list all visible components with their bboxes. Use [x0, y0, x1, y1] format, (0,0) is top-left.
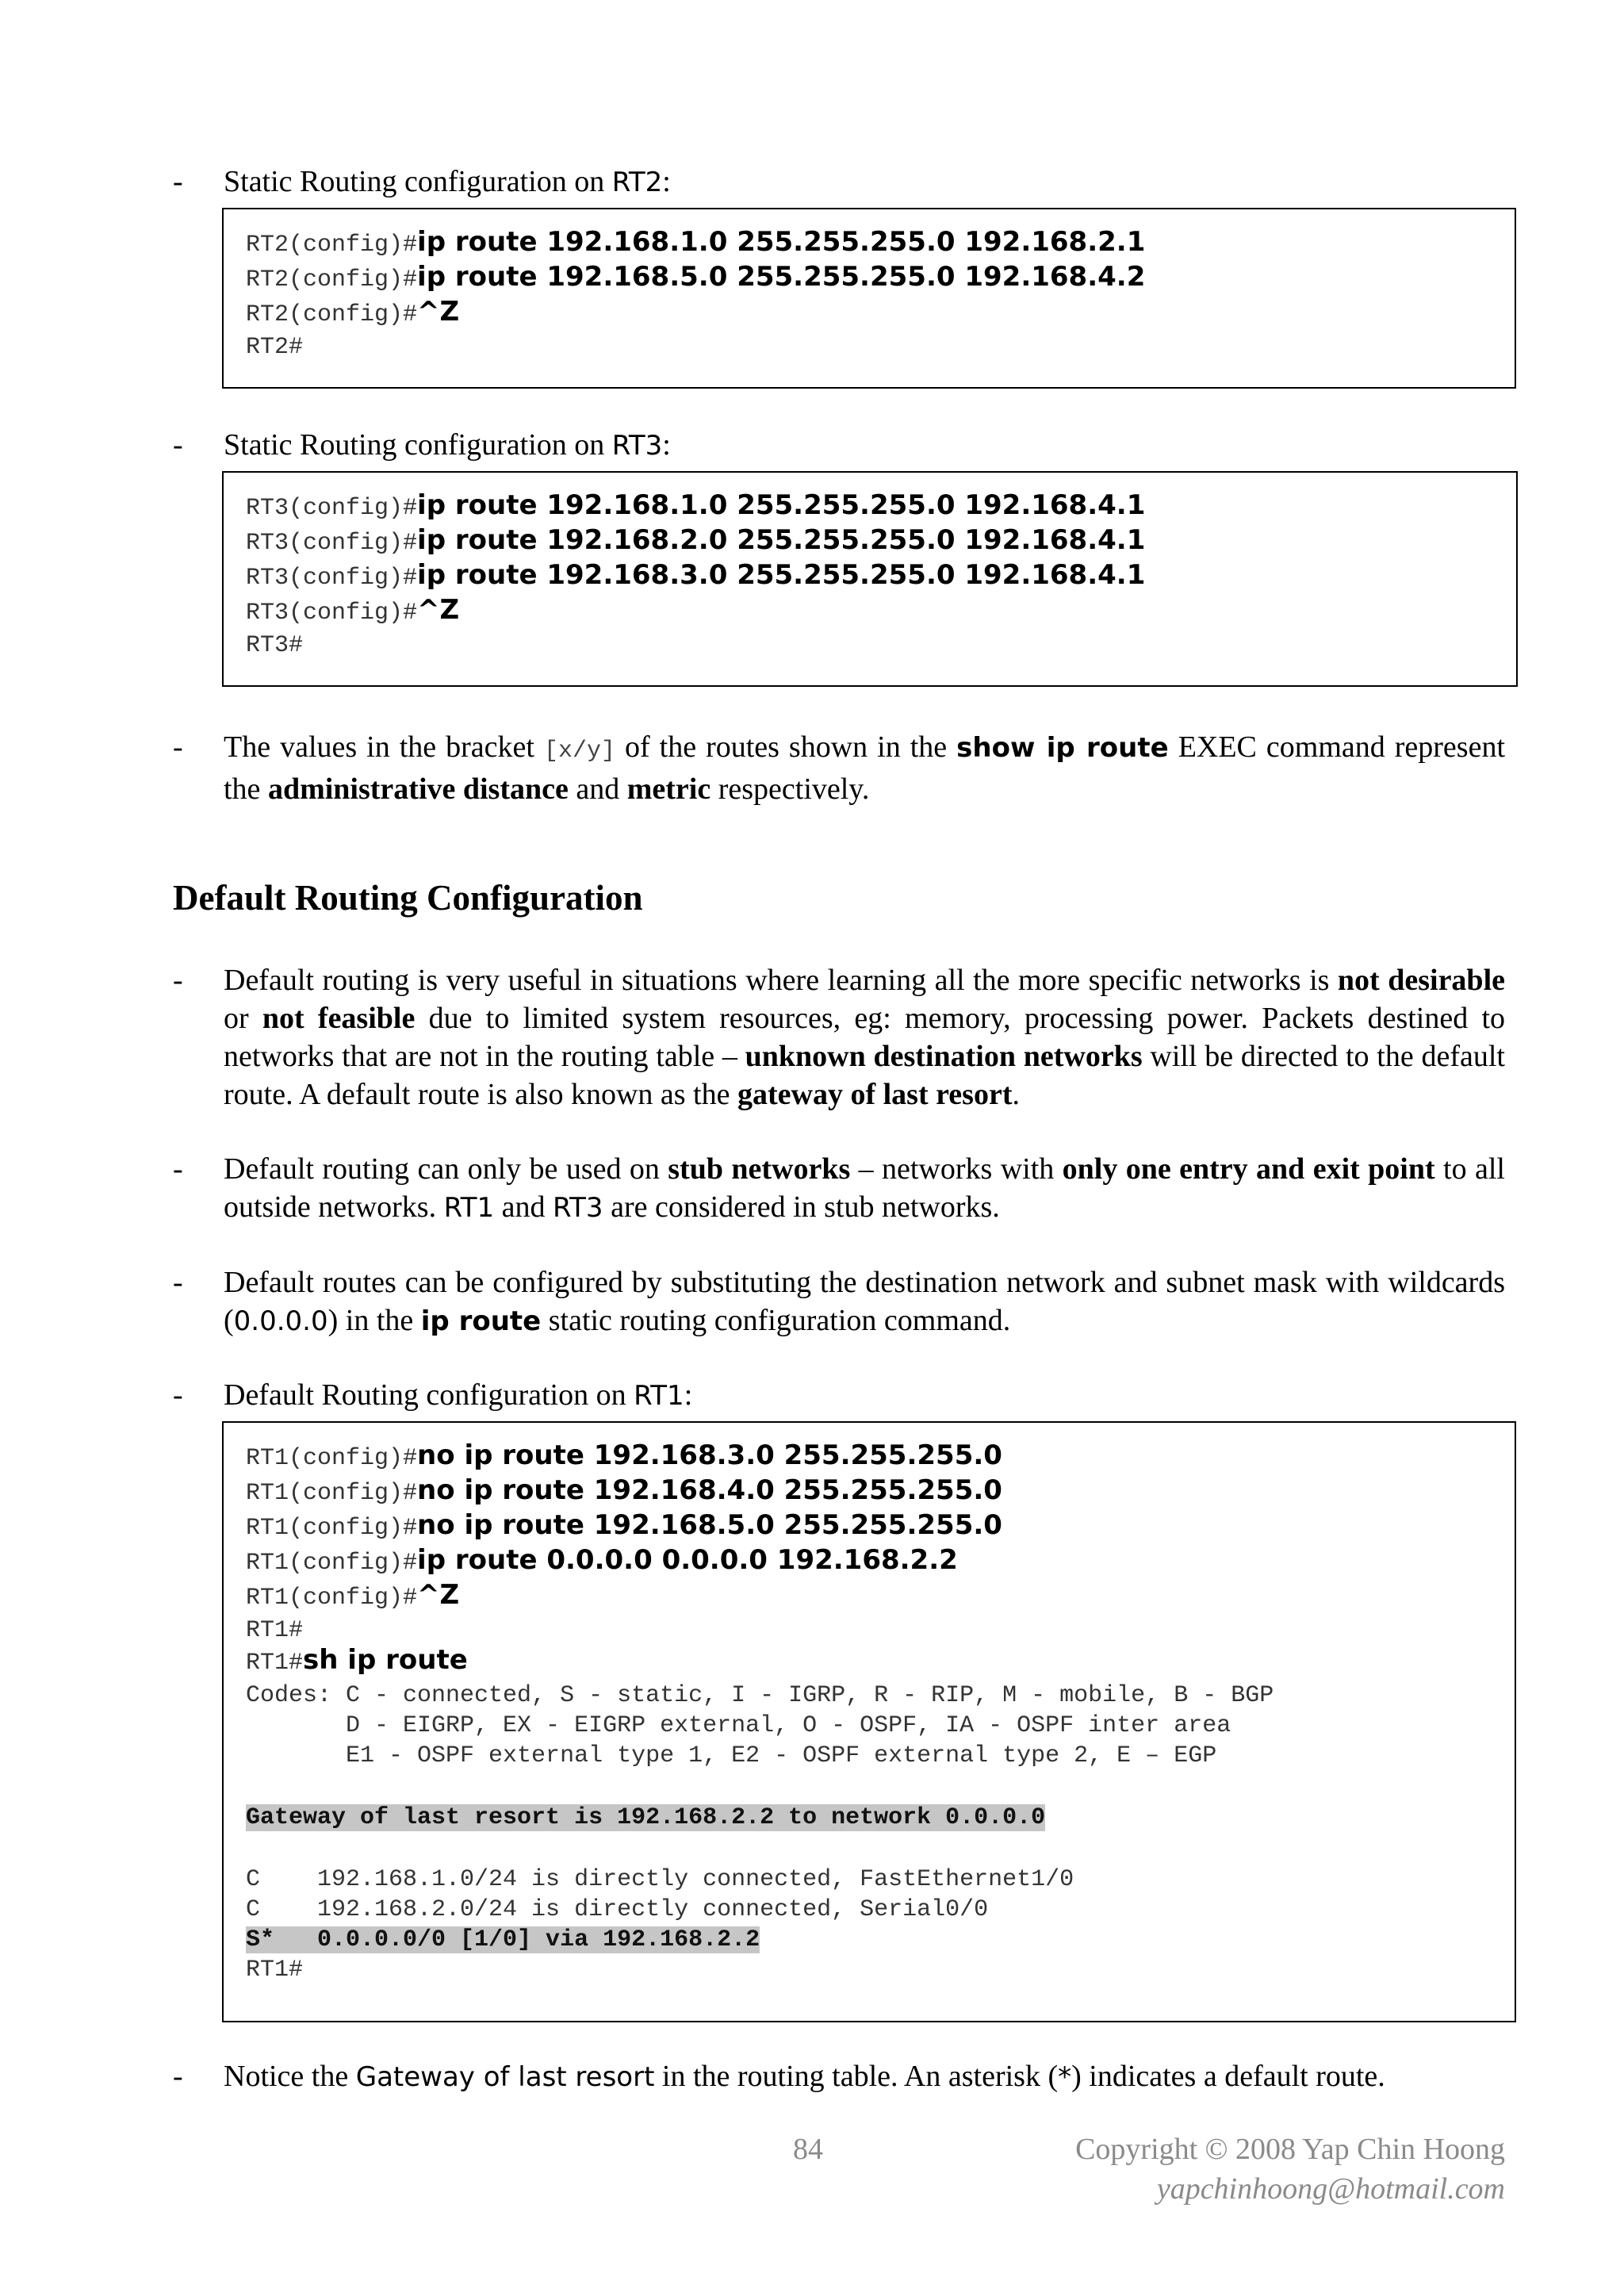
- cli-prompt: RT2(config)#: [246, 266, 418, 293]
- gateway-of-last-resort-line: Gateway of last resort is 192.168.2.2 to network 0.0.0.0: [246, 1804, 1046, 1831]
- text: The values in the bracket: [224, 730, 544, 764]
- text: ) indicates a default route.: [1071, 2060, 1385, 2093]
- route-entry: C 192.168.1.0/24 is directly connected, FastEthernet1/0: [246, 1866, 1074, 1893]
- cli-command: ip route 0.0.0.0 0.0.0.0 192.168.2.2: [417, 1544, 958, 1576]
- text: and: [494, 1190, 553, 1224]
- text: of the routes shown in the: [615, 730, 957, 764]
- cli-command: no ip route 192.168.5.0 255.255.255.0: [417, 1509, 1002, 1541]
- inline-value: 0.0.0.0: [233, 1305, 328, 1337]
- bullet-text: [224, 961, 1505, 1114]
- cli-prompt: RT1(config)#: [246, 1445, 418, 1472]
- cli-prompt: RT3#: [246, 632, 304, 659]
- bullet-dash: -: [173, 428, 183, 462]
- cli-command: sh ip route: [303, 1644, 468, 1676]
- cli-prompt: RT1(config)#: [246, 1550, 418, 1577]
- cli-command: ip route 192.168.2.0 255.255.255.0 192.168.4.1: [417, 524, 1146, 556]
- code-line: [246, 1707, 1492, 1737]
- cli-command: ^Z: [417, 594, 460, 626]
- cli-command: no ip route 192.168.4.0 255.255.255.0: [417, 1474, 1002, 1506]
- cli-prompt: RT1#: [246, 1650, 304, 1677]
- text: .: [1012, 1078, 1020, 1111]
- bullet-text: [224, 163, 1505, 201]
- device-name: RT2: [611, 167, 663, 198]
- bullet-text: [224, 2057, 1505, 2096]
- cli-command: ip route 192.168.5.0 255.255.255.0 192.168.4.2: [417, 261, 1146, 293]
- text: due to limited system resources, eg: memory, processing power. Packets destined to networks that are not in the routing table –: [224, 1002, 1505, 1073]
- code-line: [246, 1891, 1492, 1921]
- bold-term: only one entry and exit point: [1062, 1152, 1435, 1186]
- text: – networks with: [850, 1152, 1063, 1186]
- default-route-entry: S* 0.0.0.0/0 [1/0] via 192.168.2.2: [246, 1926, 760, 1953]
- code-line: [246, 487, 1494, 522]
- cli-prompt: RT1#: [246, 1617, 304, 1644]
- bullet-text: [224, 1150, 1505, 1227]
- bold-term: administrative distance: [267, 772, 569, 806]
- text: Notice the: [224, 2060, 356, 2093]
- code-line: [246, 1951, 1492, 1984]
- author-email: yapchinhoong@hotmail.com: [1156, 2172, 1505, 2206]
- blank-line: [246, 1767, 1492, 1799]
- cli-prompt: RT3(config)#: [246, 530, 418, 557]
- text: or: [224, 1002, 262, 1035]
- intro-text: Default Routing configuration on: [224, 1378, 634, 1412]
- bullet-text: [224, 1263, 1505, 1340]
- blank-line: [246, 1829, 1492, 1861]
- cli-prompt: RT3(config)#: [246, 565, 418, 592]
- cli-command: ip route 192.168.1.0 255.255.255.0 192.168.4.1: [417, 489, 1146, 521]
- cli-command: ip route 192.168.1.0 255.255.255.0 192.168.2.1: [417, 226, 1146, 258]
- device-name: RT1: [634, 1380, 684, 1412]
- cli-prompt: RT1(config)#: [246, 1515, 418, 1542]
- cli-command: no ip route 192.168.3.0 255.255.255.0: [417, 1439, 1002, 1471]
- bullet-text: [224, 1376, 1505, 1415]
- code-line: [246, 1921, 1492, 1951]
- code-line: [246, 259, 1492, 293]
- code-line: [246, 1437, 1492, 1472]
- cli-prompt: RT1(config)#: [246, 1585, 418, 1612]
- cli-prompt: RT3(config)#: [246, 600, 418, 627]
- text: Default routes can be configured by substituting the destination network and subnet mask with wildcards (: [224, 1266, 1505, 1337]
- text: Default routing can only be used on: [224, 1152, 668, 1186]
- colon: :: [684, 1378, 693, 1412]
- cli-prompt: RT1(config)#: [246, 1480, 418, 1507]
- device-name: RT3: [611, 430, 663, 462]
- text: are considered in stub networks.: [603, 1190, 1000, 1224]
- bold-term: not desirable: [1337, 964, 1505, 997]
- bold-term: gateway of last resort: [737, 1078, 1013, 1111]
- bullet-dash: -: [173, 1266, 183, 1299]
- bullet-dash: -: [173, 730, 183, 764]
- bullet-dash: -: [173, 2060, 183, 2093]
- bullet-dash: -: [173, 1152, 183, 1186]
- cli-prompt: RT2(config)#: [246, 232, 418, 259]
- code-line: [246, 224, 1492, 259]
- text: EXEC command represent the: [224, 730, 1506, 806]
- code-line: [246, 293, 1492, 328]
- bold-term: not feasible: [262, 1002, 416, 1035]
- text: respectively.: [710, 772, 870, 806]
- code-line: [246, 557, 1494, 592]
- code-line: [246, 1472, 1492, 1507]
- inline-code: [x/y]: [543, 738, 615, 765]
- text: will be directed to the default route. A default route is also known as the: [224, 1040, 1505, 1111]
- section-heading: Default Routing Configuration: [173, 878, 643, 918]
- cli-command: ip route 192.168.3.0 255.255.255.0 192.168.4.1: [417, 559, 1146, 591]
- code-line: [246, 1612, 1492, 1642]
- text: and: [568, 772, 627, 806]
- copyright-notice: Copyright © 2008 Yap Chin Hoong: [1075, 2133, 1505, 2166]
- bullet-text: [224, 426, 1505, 465]
- text: ) in the: [327, 1304, 421, 1337]
- route-codes-legend: E1 - OSPF external type 1, E2 - OSPF external type 2, E – EGP: [246, 1742, 1217, 1769]
- inline-symbol: *: [1058, 2061, 1072, 2093]
- cli-prompt: RT3(config)#: [246, 495, 418, 522]
- code-line: [246, 1799, 1492, 1829]
- code-line: [246, 1507, 1492, 1542]
- code-line: [246, 592, 1494, 627]
- bullet-dash: -: [173, 1378, 183, 1412]
- code-line: [246, 1677, 1492, 1707]
- route-codes-legend: Codes: C - connected, S - static, I - IGRP, R - RIP, M - mobile, B - BGP: [246, 1682, 1274, 1709]
- code-line: [246, 522, 1494, 557]
- intro-text: Static Routing configuration on: [224, 165, 612, 198]
- cli-prompt: RT2(config)#: [246, 301, 418, 328]
- text: Default routing is very useful in situations where learning all the more specific networks is: [224, 964, 1338, 997]
- device-name: RT3: [553, 1192, 603, 1224]
- bold-term: stub networks: [668, 1152, 851, 1186]
- bullet-dash: -: [173, 964, 183, 997]
- code-line: [246, 1642, 1492, 1677]
- colon: :: [662, 165, 671, 198]
- text: static routing configuration command.: [541, 1304, 1011, 1337]
- text: to all outside networks.: [224, 1152, 1505, 1224]
- code-line: [246, 1861, 1492, 1891]
- cli-prompt: RT1#: [246, 1957, 304, 1984]
- intro-text: Static Routing configuration on: [224, 428, 612, 462]
- inline-command: ip route: [420, 1305, 542, 1337]
- device-name: RT1: [443, 1192, 495, 1224]
- code-box-rt1: [222, 1421, 1516, 2022]
- page-number: 84: [793, 2133, 823, 2166]
- bold-term: metric: [626, 772, 711, 806]
- code-box-rt2: [222, 208, 1516, 389]
- code-line: [246, 328, 1492, 361]
- cli-command: ^Z: [417, 296, 460, 328]
- inline-term: Gateway of last resort: [355, 2061, 655, 2093]
- code-line: [246, 627, 1494, 657]
- cli-prompt: RT2#: [246, 334, 304, 361]
- bold-term: unknown destination networks: [745, 1040, 1143, 1073]
- code-box-rt3: [222, 471, 1518, 687]
- text: in the routing table. An asterisk (: [654, 2060, 1059, 2093]
- code-line: [246, 1542, 1492, 1577]
- bullet-text: [224, 728, 1505, 808]
- bullet-dash: -: [173, 165, 183, 198]
- code-line: [246, 1577, 1492, 1612]
- route-codes-legend: D - EIGRP, EX - EIGRP external, O - OSPF, IA - OSPF inter area: [246, 1712, 1231, 1739]
- inline-command: show ip route: [956, 732, 1169, 764]
- colon: :: [662, 428, 671, 462]
- route-entry: C 192.168.2.0/24 is directly connected, Serial0/0: [246, 1896, 989, 1923]
- cli-command: ^Z: [417, 1579, 460, 1611]
- code-line: [246, 1737, 1492, 1767]
